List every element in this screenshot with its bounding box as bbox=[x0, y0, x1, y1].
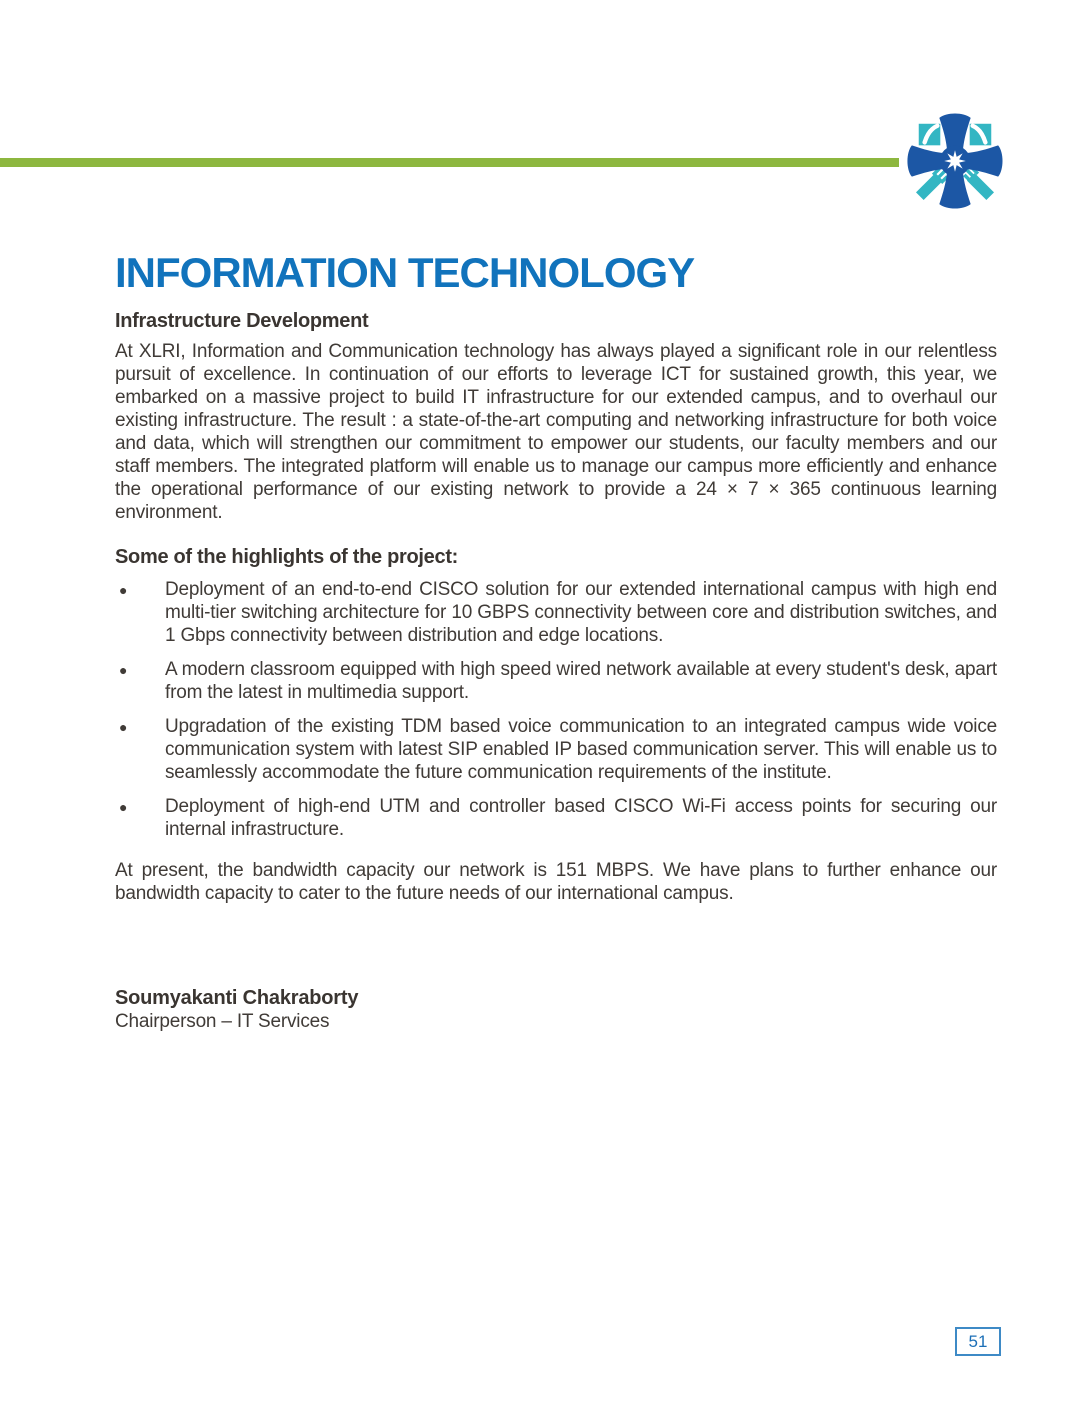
signature-name: Soumyakanti Chakraborty bbox=[115, 987, 359, 1009]
infrastructure-paragraph: At XLRI, Information and Communication technology has always played a significant role in our relentless pursuit of excellence. In continuation of our efforts to leverage ICT for sustained growth, this year, we embarked on a massive project to build IT infrastructure for our extended campus, and to overhaul our existing infrastructure. The result : a state-of-the-art computing and networking infrastructure for both voice and data, which will strengthen our commitment to empower our students, our faculty members and our staff members. The integrated platform will enable us to manage our campus more efficiently and enhance the operational performance of our existing network to provide a 24 × 7 × 365 continuous learning environment. bbox=[115, 341, 997, 523]
infrastructure-heading: Infrastructure Development bbox=[115, 310, 369, 332]
list-item: ● Deployment of high-end UTM and controller based CISCO Wi-Fi access points for securing our internal infrastructure. bbox=[115, 795, 997, 841]
page-number-badge bbox=[955, 1327, 1001, 1356]
list-item: ● A modern classroom equipped with high speed wired network available at every student's desk, apart from the latest in multimedia support. bbox=[115, 658, 997, 704]
header-rule bbox=[0, 158, 899, 167]
signature-role: Chairperson – IT Services bbox=[115, 1011, 330, 1032]
highlights-list bbox=[115, 578, 997, 841]
bandwidth-paragraph: At present, the bandwidth capacity our network is 151 MBPS. We have plans to further enhance our bandwidth capacity to cater to the future needs of our international campus. bbox=[115, 860, 997, 904]
main-column bbox=[115, 250, 997, 905]
page-number: 51 bbox=[968, 1331, 988, 1351]
list-item: ● Upgradation of the existing TDM based voice communication to an integrated campus wide voice communication system with latest SIP enabled IP based communication server. This will enable us to seamlessly accommodate the future communication requirements of the institute. bbox=[115, 715, 997, 784]
highlights-heading: Some of the highlights of the project: bbox=[115, 546, 459, 568]
page-title: INFORMATION TECHNOLOGY bbox=[115, 249, 695, 296]
signature-block bbox=[115, 986, 358, 1034]
list-item: ● Deployment of an end-to-end CISCO solution for our extended international campus with high end multi-tier switching architecture for 10 GBPS connectivity between core and distribution switches, and 1 Gbps connectivity between distribution and edge locations. bbox=[115, 578, 997, 647]
xlri-logo-icon bbox=[906, 112, 1004, 210]
